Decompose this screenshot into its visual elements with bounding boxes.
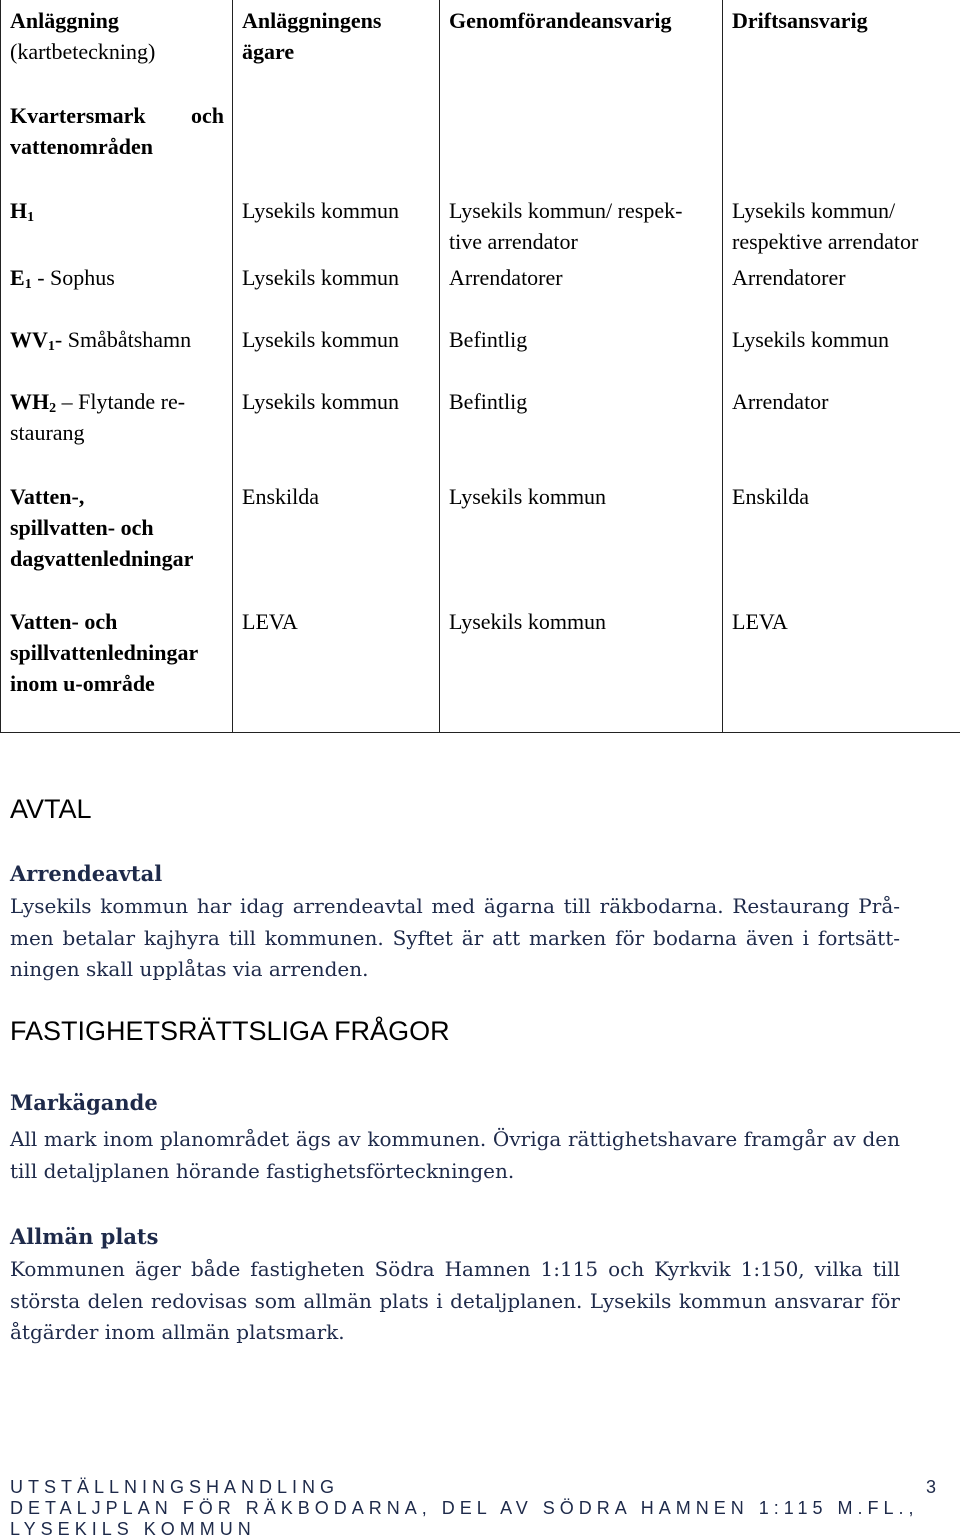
cell-genomforandeansvarig: Befintlig xyxy=(440,319,723,381)
arrendeavtal-text: Lysekils kommun har idag arrendeavtal med ägarna till räkbodarna. Restaurang Prå-men betalar kajhyra till kommunen. Syftet är att marken för bodarna även i fortsätt-ningen skall upplåtas via arrenden. xyxy=(10,891,900,986)
footer-plan-title: DETALJPLAN FÖR RÄKBODARNA, DEL AV SÖDRA HAMNEN 1:115 M.FL., xyxy=(10,1497,919,1519)
table-section-row xyxy=(1,96,960,190)
cell-anlaggning: $H_1$ xyxy=(1,190,233,257)
table-row xyxy=(1,381,960,476)
page-number: 3 xyxy=(926,1476,936,1498)
header-agare: Anläggningens ägare xyxy=(233,0,440,96)
cell-genomforandeansvarig: Arrendatorer xyxy=(440,257,723,319)
cell-genomforandeansvarig: Lysekils kommun xyxy=(440,476,723,601)
cell-agare: Enskilda xyxy=(233,476,440,601)
table-header-row xyxy=(1,0,960,96)
cell-anlaggning: $E_1$ - Sophus xyxy=(1,257,233,319)
header-anlaggning: Anläggning (kartbeteckning) xyxy=(1,0,233,96)
cell-driftsansvarig: Lysekils kommun xyxy=(723,319,960,381)
header-genomforandeansvarig: Genomförandeansvarig xyxy=(440,0,723,96)
footer-document-type: UTSTÄLLNINGSHANDLING xyxy=(10,1476,339,1498)
table-row xyxy=(1,319,960,381)
cell-driftsansvarig: LEVA xyxy=(723,601,960,732)
cell-driftsansvarig: Enskilda xyxy=(723,476,960,601)
arrendeavtal-heading: Arrendeavtal xyxy=(10,859,162,889)
markagande-text: All mark inom planområdet ägs av kommunen. Övriga rättighetshavare framgår av den till detaljplanen hörande fastighetsförteckningen. xyxy=(10,1124,900,1187)
cell-driftsansvarig: Arrendator xyxy=(723,381,960,476)
cell-anlaggning: $WV_1-$ Småbåtshamn xyxy=(1,319,233,381)
allman-plats-text: Kommunen äger både fastigheten Södra Hamnen 1:115 och Kyrkvik 1:150, vilka till största delen redovisas som allmän plats i detaljplanen. Lysekils kommun ansvarar för åtgärder inom allmän platsmark. xyxy=(10,1254,900,1349)
table-row xyxy=(1,257,960,319)
table-row xyxy=(1,476,960,601)
cell-driftsansvarig: Arrendatorer xyxy=(723,257,960,319)
cell-driftsansvarig: Lysekils kommun/ respektive arrendator xyxy=(723,190,960,257)
cell-genomforandeansvarig: Befintlig xyxy=(440,381,723,476)
table-row xyxy=(1,190,960,257)
avtal-title: AVTAL xyxy=(10,793,92,825)
cell-agare: LEVA xyxy=(233,601,440,732)
fastighetsrattsliga-title: FASTIGHETSRÄTTSLIGA FRÅGOR xyxy=(10,1015,450,1047)
markagande-heading: Markägande xyxy=(10,1088,158,1118)
cell-anlaggning: Vatten-, spillvatten- och dagvattenledningar xyxy=(1,476,233,601)
section-kvartersmark: Kvartersmark och vattenområden xyxy=(1,96,233,190)
footer-municipality: LYSEKILS KOMMUN xyxy=(10,1518,256,1540)
cell-genomforandeansvarig: Lysekils kommun xyxy=(440,601,723,732)
cell-agare: Lysekils kommun xyxy=(233,319,440,381)
table-row xyxy=(1,601,960,732)
header-driftsansvarig: Driftsansvarig xyxy=(723,0,960,96)
cell-genomforandeansvarig: Lysekils kommun/ respek- tive arrendator xyxy=(440,190,723,257)
allman-plats-heading: Allmän plats xyxy=(10,1222,158,1252)
cell-agare: Lysekils kommun xyxy=(233,381,440,476)
cell-agare: Lysekils kommun xyxy=(233,257,440,319)
cell-anlaggning: $WH_2$ – Flytande re- staurang xyxy=(1,381,233,476)
responsibility-table xyxy=(0,0,960,733)
cell-anlaggning: Vatten- och spillvattenledningar inom u-område xyxy=(1,601,233,732)
cell-agare: Lysekils kommun xyxy=(233,190,440,257)
